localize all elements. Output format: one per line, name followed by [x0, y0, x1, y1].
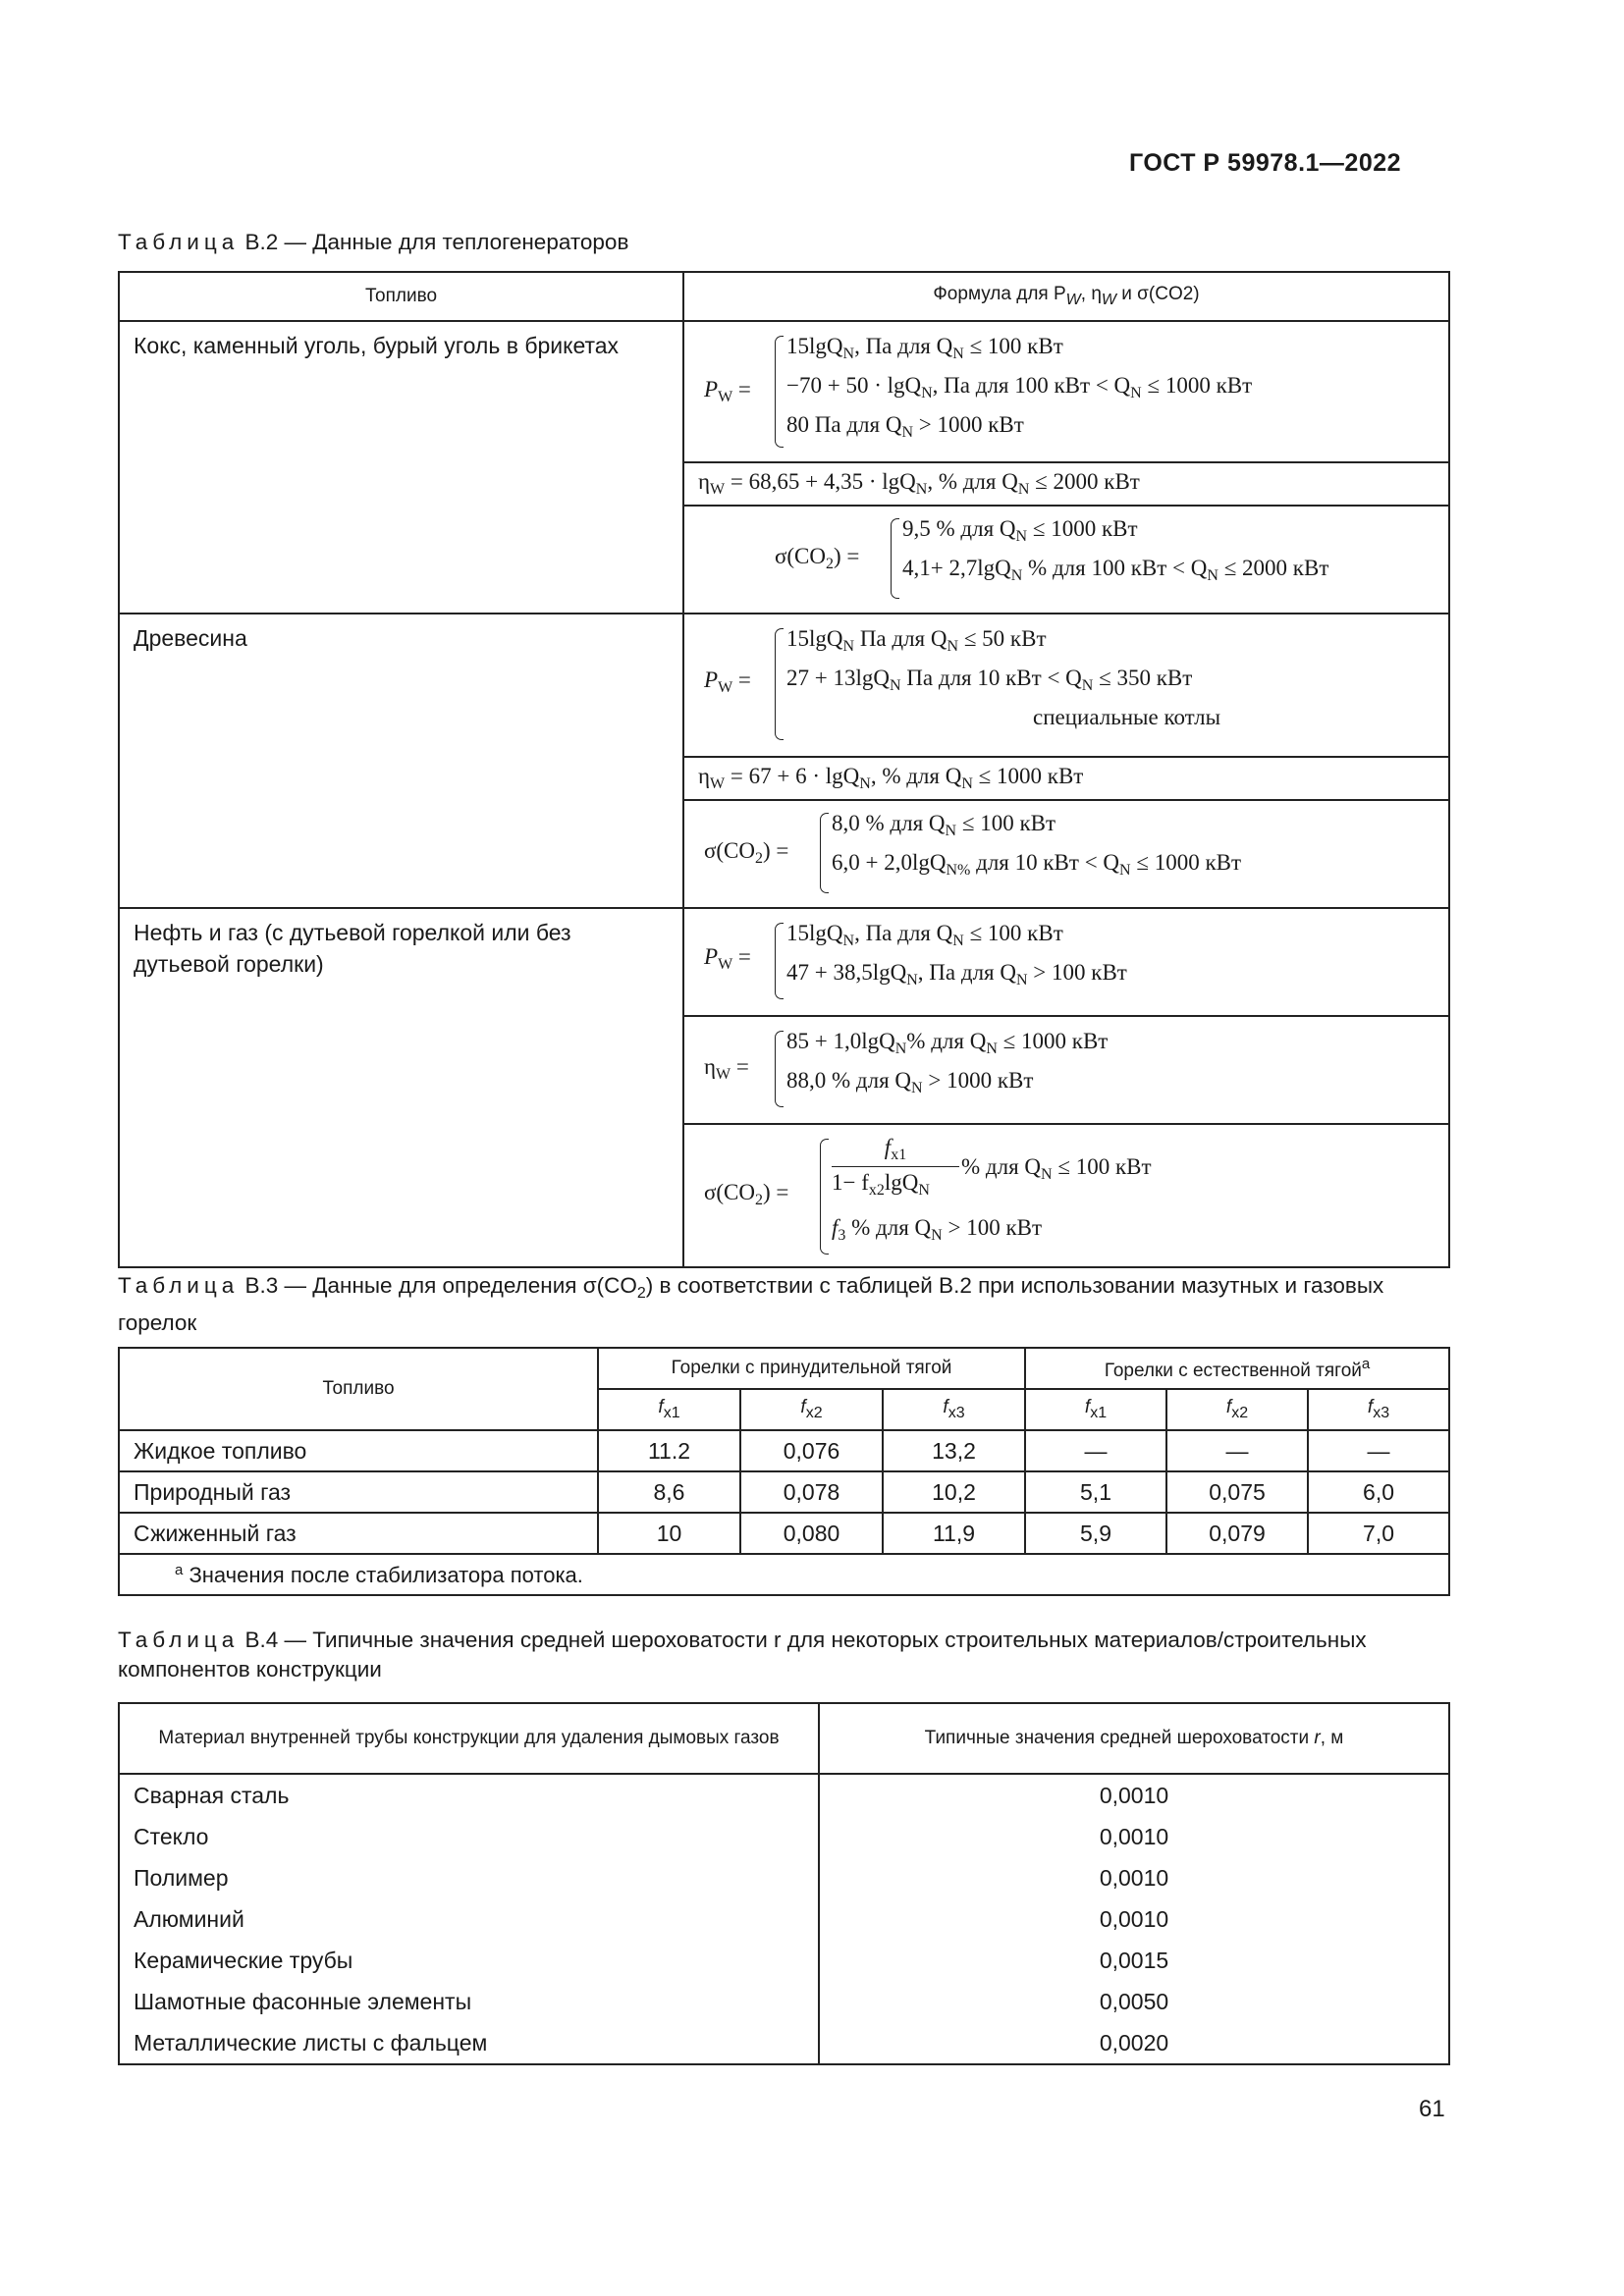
material-name: Алюминий — [119, 1898, 819, 1940]
table-row — [119, 1940, 1449, 1981]
table-row — [119, 1774, 1449, 1816]
value-cell: 0,080 — [740, 1513, 883, 1554]
roughness-value: 0,0015 — [819, 1940, 1449, 1981]
roughness-value: 0,0010 — [819, 1816, 1449, 1857]
brace — [891, 518, 899, 599]
roughness-value: 0,0010 — [819, 1857, 1449, 1898]
fuel-wood: Древесина — [119, 614, 683, 908]
brace — [820, 813, 829, 893]
material-name: Сварная сталь — [119, 1774, 819, 1816]
value-cell: 13,2 — [883, 1430, 1025, 1471]
brace — [775, 923, 784, 999]
fraction-numerator: $f_{x1}$ — [884, 1135, 907, 1163]
formula-pw-coal: $P_W$ = 15lgQ$_N$, Па для $Q_N \le 100$ кВт −70 + 50 · lgQ$_N$, Па для 100 кВт < $Q_N \le 1000$ кВт 80 Па для $Q_N > 1000$ кВт — [683, 321, 1449, 462]
col-header-roughness: Типичные значения средней шероховатости r, м — [819, 1703, 1449, 1774]
fuel-name: Жидкое топливо — [119, 1430, 598, 1471]
col-header-fuel: Топливо — [119, 1348, 598, 1430]
col-header-formula: Формула для $P_W$, $\eta_W$ и σ(CO2) — [683, 272, 1449, 321]
fuel-name: Природный газ — [119, 1471, 598, 1513]
table-row — [119, 1513, 1449, 1554]
material-name: Керамические трубы — [119, 1940, 819, 1981]
caption-word: Таблица — [118, 230, 240, 254]
table-row — [119, 2022, 1449, 2064]
document-code: ГОСТ Р 59978.1—2022 — [1129, 149, 1402, 177]
formula-eta-oil: $\eta_W$ = 85 + 1,0lgQ$_N$% для $Q_N \le 1000$ кВт 88,0 % для $Q_N > 1000$ кВт — [683, 1016, 1449, 1124]
group-forced-draft: Горелки с принудительной тягой — [598, 1348, 1025, 1389]
value-cell: 7,0 — [1308, 1513, 1449, 1554]
fuel-oil-gas: Нефть и газ (с дутьевой горелкой или без дутьевой горелки) — [119, 908, 683, 1267]
subcol-fx3-forced: $f_{x3}$ — [883, 1389, 1025, 1430]
fuel-coke-coal: Кокс, каменный уголь, бурый уголь в брикетах — [119, 321, 683, 614]
fraction-bar — [832, 1166, 959, 1167]
value-cell: — — [1025, 1430, 1166, 1471]
formula-eta-wood: $\eta_W = 67 + 6 \cdot \lg Q_N$, % для $Q_N \le 1000$ кВт — [683, 757, 1449, 800]
value-cell: 6,0 — [1308, 1471, 1449, 1513]
value-cell: — — [1166, 1430, 1308, 1471]
table-row — [119, 1981, 1449, 2022]
subcol-fx1-forced: $f_{x1}$ — [598, 1389, 740, 1430]
material-name: Полимер — [119, 1857, 819, 1898]
roughness-value: 0,0050 — [819, 1981, 1449, 2022]
table-b2-caption — [118, 228, 1448, 257]
caption-text: В.4 — Типичные значения средней шероховатости r для некоторых строительных материалов/строительных компонентов конструкции — [118, 1628, 1367, 1682]
formula-sigma-wood: $\sigma(CO_2)$ = 8,0 % для $Q_N \le 100$ кВт 6,0 + 2,0lgQ$_{N\%}$ для 10 кВт < $Q_N \le 1000$ кВт — [683, 800, 1449, 908]
fuel-name: Сжиженный газ — [119, 1513, 598, 1554]
footnote: $^a$ Значения после стабилизатора потока. — [119, 1554, 1449, 1595]
table-row — [119, 1430, 1449, 1471]
subcol-fx1-natural: $f_{x1}$ — [1025, 1389, 1166, 1430]
roughness-value: 0,0010 — [819, 1774, 1449, 1816]
caption-text: В.2 — Данные для теплогенераторов — [244, 230, 629, 254]
subcol-fx3-natural: $f_{x3}$ — [1308, 1389, 1449, 1430]
col-header-material: Материал внутренней трубы конструкции для удаления дымовых газов — [119, 1703, 819, 1774]
table-row — [119, 1816, 1449, 1857]
table-row — [119, 1898, 1449, 1940]
formula-sigma-coal: $\sigma(CO_2)$ = 9,5 % для $Q_N \le 1000$ кВт 4,1+ 2,7lgQ$_N$ % для 100 кВт < $Q_N \le 2000$ кВт — [683, 506, 1449, 614]
caption-word: Таблица — [118, 1273, 240, 1298]
table-b3 — [118, 1347, 1450, 1596]
roughness-value: 0,0010 — [819, 1898, 1449, 1940]
value-cell: 10 — [598, 1513, 740, 1554]
value-cell: 8,6 — [598, 1471, 740, 1513]
subcol-fx2-forced: $f_{x2}$ — [740, 1389, 883, 1430]
value-cell: 11,9 — [883, 1513, 1025, 1554]
value-cell: 11.2 — [598, 1430, 740, 1471]
table-b2 — [118, 271, 1450, 1268]
brace — [775, 628, 784, 740]
table-b4-caption — [118, 1626, 1448, 1684]
formula-pw-oil: $P_W$ = 15lgQ$_N$, Па для $Q_N \le 100$ кВт 47 + 38,5lgQ$_N$, Па для $Q_N > 100$ кВт — [683, 908, 1449, 1016]
formula-eta-coal: $\eta_W = 68,65 + 4,35 \cdot \lg Q_N$, % для $Q_N \le 2000$ кВт — [683, 462, 1449, 506]
brace — [775, 336, 784, 448]
roughness-value: 0,0020 — [819, 2022, 1449, 2064]
formula-pw-wood: $P_W$ = 15lgQ$_N$ Па для $Q_N \le 50$ кВт 27 + 13lgQ$_N$ Па для 10 кВт < $Q_N \le 350$ кВт специальные котлы — [683, 614, 1449, 757]
value-cell: — — [1308, 1430, 1449, 1471]
value-cell: 0,075 — [1166, 1471, 1308, 1513]
material-name: Шамотные фасонные элементы — [119, 1981, 819, 2022]
formula-sigma-oil: $\sigma(CO_2)$ = $f_{x1}$ $1- f_{x2}\lg Q_N$ % для $Q_N \le 100$ кВт $f_3$ % для $Q_N > 100$ кВт — [683, 1124, 1449, 1267]
brace — [775, 1031, 784, 1107]
page-number: 61 — [1419, 2096, 1445, 2122]
material-name: Металлические листы с фальцем — [119, 2022, 819, 2064]
value-cell: 0,076 — [740, 1430, 883, 1471]
table-b4 — [118, 1702, 1450, 2065]
table-b3-caption: Таблица В.3 — Данные для определения $\sigma(CO_2)$ в соответствии с таблицей В.2 при использовании мазутных и газовых горелок — [118, 1273, 1384, 1335]
subcol-fx2-natural: $f_{x2}$ — [1166, 1389, 1308, 1430]
value-cell: 5,1 — [1025, 1471, 1166, 1513]
value-cell: 5,9 — [1025, 1513, 1166, 1554]
value-cell: 10,2 — [883, 1471, 1025, 1513]
group-natural-draft: Горелки с естественной тягой$^a$ — [1025, 1348, 1449, 1389]
table-row — [119, 1471, 1449, 1513]
fraction-denominator: $1- f_{x2}\lg Q_N$ — [832, 1170, 930, 1199]
material-name: Стекло — [119, 1816, 819, 1857]
brace — [820, 1139, 829, 1255]
value-cell: 0,079 — [1166, 1513, 1308, 1554]
table-row — [119, 1857, 1449, 1898]
caption-word: Таблица — [118, 1628, 240, 1652]
col-header-fuel: Топливо — [119, 272, 683, 321]
value-cell: 0,078 — [740, 1471, 883, 1513]
